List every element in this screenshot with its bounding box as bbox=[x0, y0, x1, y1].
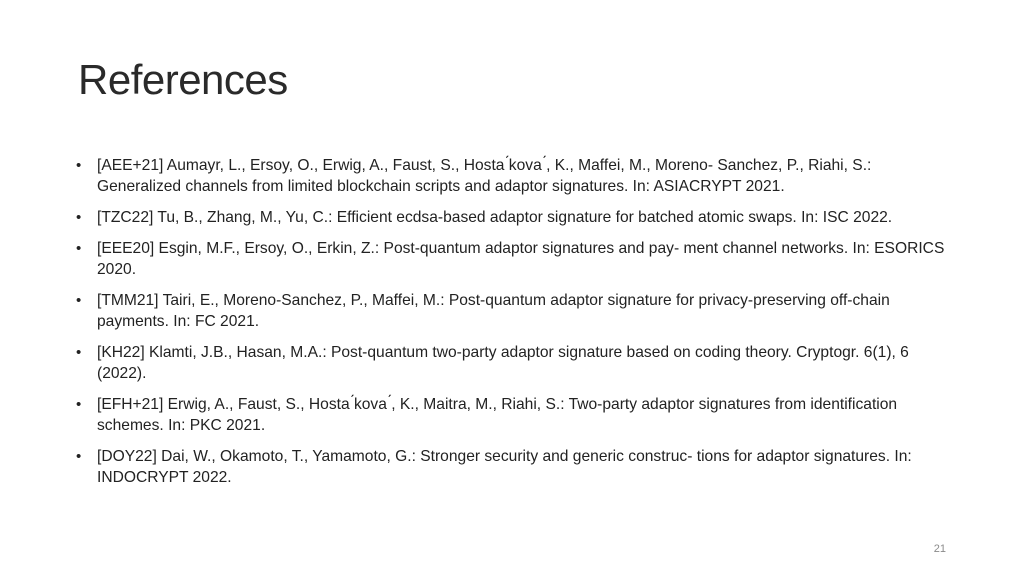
page-number: 21 bbox=[933, 543, 946, 555]
reference-text: [DOY22] Dai, W., Okamoto, T., Yamamoto, G.: Stronger security and generic construc- tions for adaptor signatures. In: INDOCRYPT 2022. bbox=[97, 448, 912, 486]
reference-text: [EFH+21] Erwig, A., Faust, S., Hosta ́kova ́, K., Maitra, M., Riahi, S.: Two-party adaptor signatures from identification schemes. In: PKC 2021. bbox=[97, 396, 898, 434]
bullet-icon: • bbox=[76, 448, 82, 465]
reference-item bbox=[76, 155, 956, 197]
reference-text: [TZC22] Tu, B., Zhang, M., Yu, C.: Efficient ecdsa-based adaptor signature for batched atomic swaps. In: ISC 2022. bbox=[97, 209, 893, 226]
reference-text: [AEE+21] Aumayr, L., Ersoy, O., Erwig, A., Faust, S., Hosta ́kova ́, K., Maffei, M., Moreno- Sanchez, P., Riahi, S.: Generalized channels from limited blockchain scripts and adaptor signatures. In: ASIACRYPT 2021. bbox=[97, 157, 872, 195]
bullet-icon: • bbox=[76, 240, 82, 257]
bullet-icon: • bbox=[76, 292, 82, 309]
reference-item bbox=[76, 290, 956, 332]
reference-item bbox=[76, 207, 956, 228]
slide-title: References bbox=[78, 56, 288, 103]
bullet-icon: • bbox=[76, 344, 82, 361]
reference-item bbox=[76, 394, 956, 436]
reference-item bbox=[76, 342, 956, 384]
bullet-icon: • bbox=[76, 157, 82, 174]
reference-text: [KH22] Klamti, J.B., Hasan, M.A.: Post-quantum two-party adaptor signature based on coding theory. Cryptogr. 6(1), 6 (2022). bbox=[97, 344, 909, 382]
reference-item bbox=[76, 238, 956, 280]
bullet-icon: • bbox=[76, 396, 82, 413]
reference-text: [TMM21] Tairi, E., Moreno-Sanchez, P., Maffei, M.: Post-quantum adaptor signature for privacy-preserving off-chain payments. In: FC 2021. bbox=[97, 292, 890, 330]
reference-item bbox=[76, 446, 956, 488]
reference-list bbox=[76, 155, 956, 498]
bullet-icon: • bbox=[76, 209, 82, 226]
reference-text: [EEE20] Esgin, M.F., Ersoy, O., Erkin, Z.: Post-quantum adaptor signatures and pay- ment channel networks. In: ESORICS 2020. bbox=[97, 240, 945, 278]
